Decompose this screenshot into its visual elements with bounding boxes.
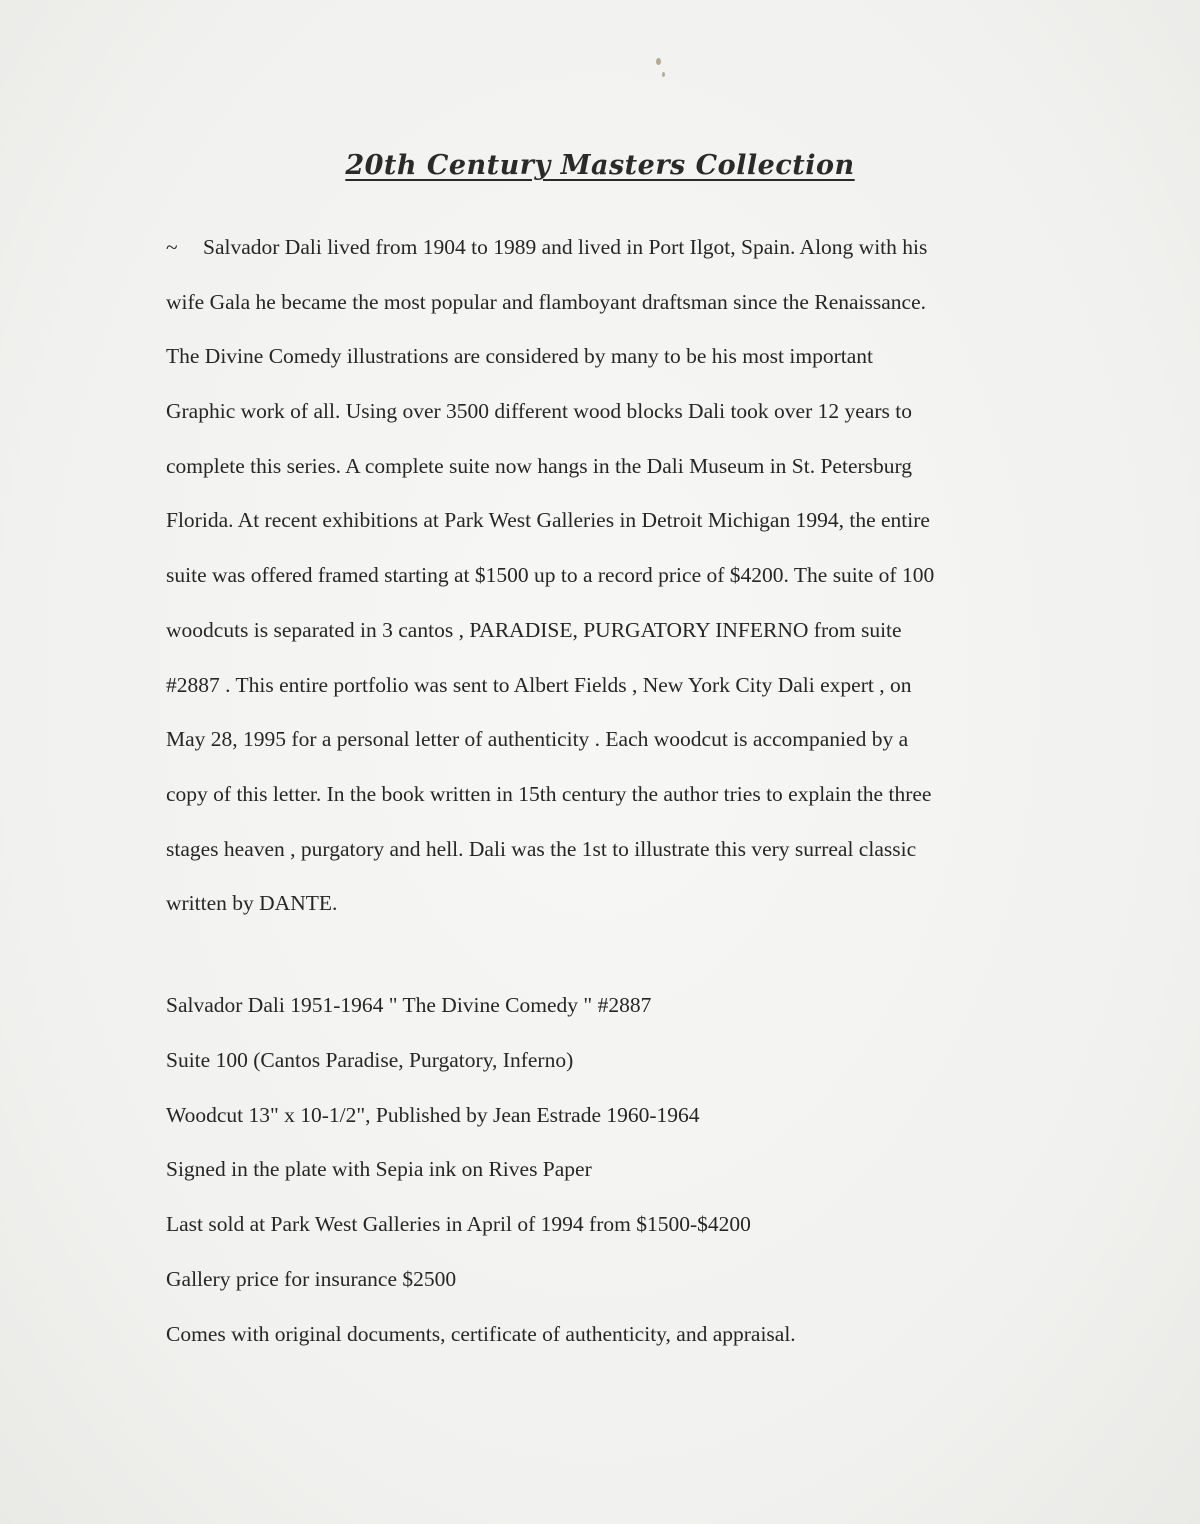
detail-line: Last sold at Park West Galleries in April of 1994 from $1500-$4200 — [166, 1212, 751, 1237]
paragraph-line: Florida. At recent exhibitions at Park West Galleries in Detroit Michigan 1994, the entire — [166, 508, 930, 533]
detail-line: Woodcut 13" x 10-1/2", Published by Jean Estrade 1960-1964 — [166, 1102, 700, 1127]
paragraph-line: woodcuts is separated in 3 cantos , PARADISE, PURGATORY INFERNO from suite — [166, 617, 902, 642]
paragraph-line: complete this series. A complete suite now hangs in the Dali Museum in St. Petersburg — [166, 453, 913, 478]
paragraph-line: May 28, 1995 for a personal letter of authenticity . Each woodcut is accompanied by a — [166, 727, 909, 752]
paragraph-line: stages heaven , purgatory and hell. Dali was the 1st to illustrate this very surreal classic — [166, 836, 917, 861]
paragraph-line: written by DANTE. — [166, 891, 338, 916]
artwork-details — [166, 983, 1066, 1367]
paragraph-line: #2887 . This entire portfolio was sent to Albert Fields , New York City Dali expert , on — [166, 672, 912, 697]
paper-speck — [656, 58, 661, 65]
detail-line: Suite 100 (Cantos Paradise, Purgatory, Inferno) — [166, 1047, 574, 1072]
detail-line: Signed in the plate with Sepia ink on Rives Paper — [166, 1157, 592, 1182]
detail-line: Comes with original documents, certificate of authenticity, and appraisal. — [166, 1321, 796, 1346]
detail-line: Salvador Dali 1951-1964 " The Divine Comedy " #2887 — [166, 993, 652, 1017]
paragraph-line: Graphic work of all. Using over 3500 different wood blocks Dali took over 12 years to — [166, 399, 912, 424]
paragraph-marker: ~ — [166, 235, 178, 259]
paragraph-line: ~ Salvador Dali lived from 1904 to 1989 and lived in Port Ilgot, Spain. Along with his — [166, 220, 1046, 275]
description-paragraph — [166, 220, 1046, 931]
document-title: 20th Century Masters Collection — [345, 150, 855, 181]
paragraph-line: The Divine Comedy illustrations are considered by many to be his most important — [166, 344, 873, 369]
paragraph-line: copy of this letter. In the book written in 15th century the author tries to explain the three — [166, 781, 932, 806]
paragraph-line: wife Gala he became the most popular and flamboyant draftsman since the Renaissance. — [166, 289, 926, 314]
paper-speck — [662, 72, 665, 77]
paragraph-line: suite was offered framed starting at $1500 up to a record price of $4200. The suite of 100 — [166, 563, 935, 588]
detail-line: Gallery price for insurance $2500 — [166, 1266, 457, 1291]
